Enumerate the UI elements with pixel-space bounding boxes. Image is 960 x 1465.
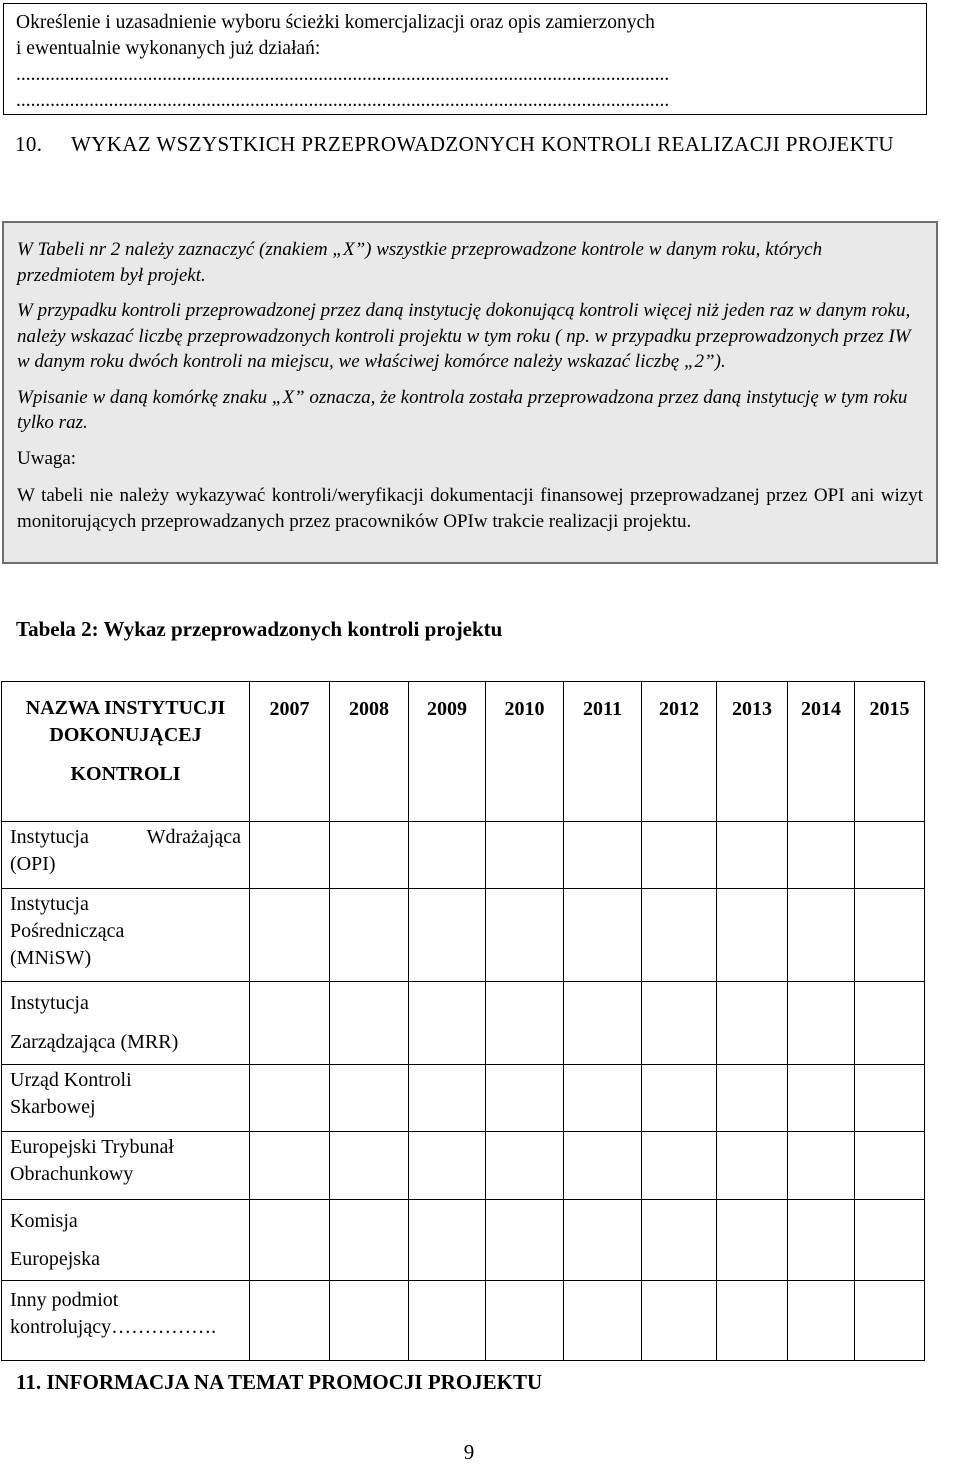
institution-name-header-text-2: KONTROLI <box>70 763 181 785</box>
year-cell[interactable] <box>330 982 409 1065</box>
year-cell[interactable] <box>642 1065 717 1132</box>
institution-name-mrr <box>2 982 250 1065</box>
year-cell[interactable] <box>409 982 486 1065</box>
row-label: Zarządzająca (MRR) <box>10 1031 179 1053</box>
year-cell[interactable] <box>486 1065 564 1132</box>
year-cell[interactable] <box>330 1200 409 1281</box>
year-cell[interactable] <box>642 1281 717 1361</box>
institution-name-etо <box>2 1132 250 1200</box>
year-cell[interactable] <box>788 982 855 1065</box>
commercialization-box <box>3 3 927 115</box>
year-cell[interactable] <box>564 982 642 1065</box>
year-cell[interactable] <box>409 1200 486 1281</box>
year-cell[interactable] <box>642 889 717 982</box>
section-10-title: WYKAZ WSZYSTKICH PRZEPROWADZONYCH KONTROLI REALIZACJI PROJEKTU <box>71 132 894 156</box>
year-cell[interactable] <box>642 1200 717 1281</box>
year-cell[interactable] <box>409 889 486 982</box>
year-header: 2009 <box>409 682 486 822</box>
warning-text: W tabeli nie należy wykazywać kontroli/weryfikacji dokumentacji finansowej przeprowadzanej przez OPI ani wizyt monitorujących przeprowadzanych przez pracowników OPIw trakcie realizacji projektu. <box>17 485 923 532</box>
year-header: 2015 <box>855 682 925 822</box>
year-cell[interactable] <box>486 889 564 982</box>
row-label: Komisja <box>10 1210 78 1232</box>
section-10-number: 10. <box>15 132 43 156</box>
row-label: Pośrednicząca <box>10 920 125 942</box>
year-cell[interactable] <box>642 982 717 1065</box>
institution-name-mnisw <box>2 889 250 982</box>
table-row <box>2 982 925 1065</box>
year-cell[interactable] <box>642 1132 717 1200</box>
warning-label: Uwaga: <box>17 447 77 469</box>
table-row <box>2 1200 925 1281</box>
table-row <box>2 1065 925 1132</box>
year-cell[interactable] <box>717 1281 788 1361</box>
year-cell[interactable] <box>250 889 330 982</box>
year-header: 2012 <box>642 682 717 822</box>
year-cell[interactable] <box>855 889 925 982</box>
table-caption: Tabela 2: Wykaz przeprowadzonych kontroli projektu <box>16 617 503 641</box>
year-cell[interactable] <box>717 1065 788 1132</box>
year-cell[interactable] <box>409 1132 486 1200</box>
row-label: Europejska <box>10 1248 100 1270</box>
table-row <box>2 822 925 889</box>
row-label: Skarbowej <box>10 1096 96 1118</box>
year-header: 2013 <box>717 682 788 822</box>
year-cell[interactable] <box>564 1065 642 1132</box>
instruction-paragraph-1: W Tabeli nr 2 należy zaznaczyć (znakiem „X”) wszystkie przeprowadzone kontrole w danym roku, których przedmiotem był projekt. <box>17 239 823 286</box>
year-cell[interactable] <box>788 1065 855 1132</box>
year-cell[interactable] <box>564 1132 642 1200</box>
row-label: Obrachunkowy <box>10 1163 134 1185</box>
year-header: 2008 <box>330 682 409 822</box>
year-cell[interactable] <box>250 822 330 889</box>
year-cell[interactable] <box>409 1281 486 1361</box>
year-cell[interactable] <box>486 1200 564 1281</box>
row-label: Instytucja <box>10 826 89 848</box>
year-cell[interactable] <box>717 1132 788 1200</box>
year-cell[interactable] <box>564 1200 642 1281</box>
row-label: Europejski Trybunał <box>10 1136 174 1158</box>
year-cell[interactable] <box>788 822 855 889</box>
table-row <box>2 1132 925 1200</box>
year-cell[interactable] <box>717 982 788 1065</box>
year-header: 2014 <box>788 682 855 822</box>
year-cell[interactable] <box>486 1281 564 1361</box>
section-10-heading <box>15 130 960 158</box>
year-cell[interactable] <box>250 1065 330 1132</box>
row-label: Instytucja <box>10 992 89 1014</box>
year-cell[interactable] <box>855 822 925 889</box>
year-cell[interactable] <box>330 822 409 889</box>
institution-name-ke <box>2 1200 250 1281</box>
year-cell[interactable] <box>855 1065 925 1132</box>
row-label: Inny podmiot <box>10 1289 119 1311</box>
year-cell[interactable] <box>788 1281 855 1361</box>
row-label: kontrolujący……………. <box>10 1316 217 1338</box>
year-cell[interactable] <box>330 1281 409 1361</box>
commercialization-dots-1: ...................................................................................................................................... <box>16 64 670 85</box>
institution-name-header <box>2 682 250 822</box>
year-cell[interactable] <box>330 1132 409 1200</box>
year-cell[interactable] <box>486 1132 564 1200</box>
institution-name-uks <box>2 1065 250 1132</box>
year-cell[interactable] <box>855 982 925 1065</box>
year-header: 2010 <box>486 682 564 822</box>
year-cell[interactable] <box>855 1200 925 1281</box>
table-row <box>2 889 925 982</box>
year-cell[interactable] <box>788 1200 855 1281</box>
year-cell[interactable] <box>409 1065 486 1132</box>
institution-name-header-text: NAZWA INSTYTUCJI DOKONUJĄCEJ <box>25 697 226 746</box>
year-cell[interactable] <box>250 982 330 1065</box>
year-cell[interactable] <box>250 1200 330 1281</box>
year-cell[interactable] <box>330 889 409 982</box>
year-cell[interactable] <box>250 1132 330 1200</box>
table-row <box>2 1281 925 1361</box>
row-label: (OPI) <box>10 853 56 875</box>
controls-table <box>1 681 925 1361</box>
year-cell[interactable] <box>250 1281 330 1361</box>
row-label: Instytucja <box>10 893 89 915</box>
year-header: 2011 <box>564 682 642 822</box>
institution-name-opi <box>2 822 250 889</box>
year-cell[interactable] <box>409 822 486 889</box>
year-cell[interactable] <box>717 889 788 982</box>
year-cell[interactable] <box>717 1200 788 1281</box>
row-label: Urząd Kontroli <box>10 1069 132 1091</box>
year-cell[interactable] <box>564 822 642 889</box>
page-number: 9 <box>463 1440 475 1464</box>
year-cell[interactable] <box>855 1132 925 1200</box>
row-label: Wdrażająca <box>146 826 241 848</box>
instruction-paragraph-2: W przypadku kontroli przeprowadzonej przez daną instytucję dokonującą kontroli więcej niż jeden raz w danym roku, należy wskazać liczbę przeprowadzonych kontroli projektu w tym roku ( np. w przypadku przeprowadzonych przez IW w danym roku dwóch kontroli na miejscu, we właściwej komórce należy wskazać liczbę „2”). <box>17 300 911 372</box>
year-cell[interactable] <box>330 1065 409 1132</box>
commercialization-label-line1: Określenie i uzasadnienie wyboru ścieżki komercjalizacji oraz opis zamierzonych <box>16 12 655 33</box>
year-cell[interactable] <box>788 889 855 982</box>
row-label: (MNiSW) <box>10 947 92 969</box>
year-cell[interactable] <box>855 1281 925 1361</box>
year-cell[interactable] <box>788 1132 855 1200</box>
year-cell[interactable] <box>486 822 564 889</box>
table-header-row <box>2 682 925 822</box>
year-cell[interactable] <box>564 889 642 982</box>
instruction-paragraph-3: Wpisanie w daną komórkę znaku „X” oznacza, że kontrola została przeprowadzona przez daną instytucję w tym roku tylko raz. <box>17 386 908 433</box>
commercialization-dots-2: ...................................................................................................................................... <box>16 90 670 111</box>
year-cell[interactable] <box>642 822 717 889</box>
year-header: 2007 <box>250 682 330 822</box>
institution-name-other <box>2 1281 250 1361</box>
instructions-box <box>2 221 938 564</box>
year-cell[interactable] <box>564 1281 642 1361</box>
section-11-heading: 11. INFORMACJA NA TEMAT PROMOCJI PROJEKTU <box>16 1370 543 1394</box>
commercialization-label-line2: i ewentualnie wykonanych już działań: <box>16 38 321 59</box>
year-cell[interactable] <box>486 982 564 1065</box>
year-cell[interactable] <box>717 822 788 889</box>
